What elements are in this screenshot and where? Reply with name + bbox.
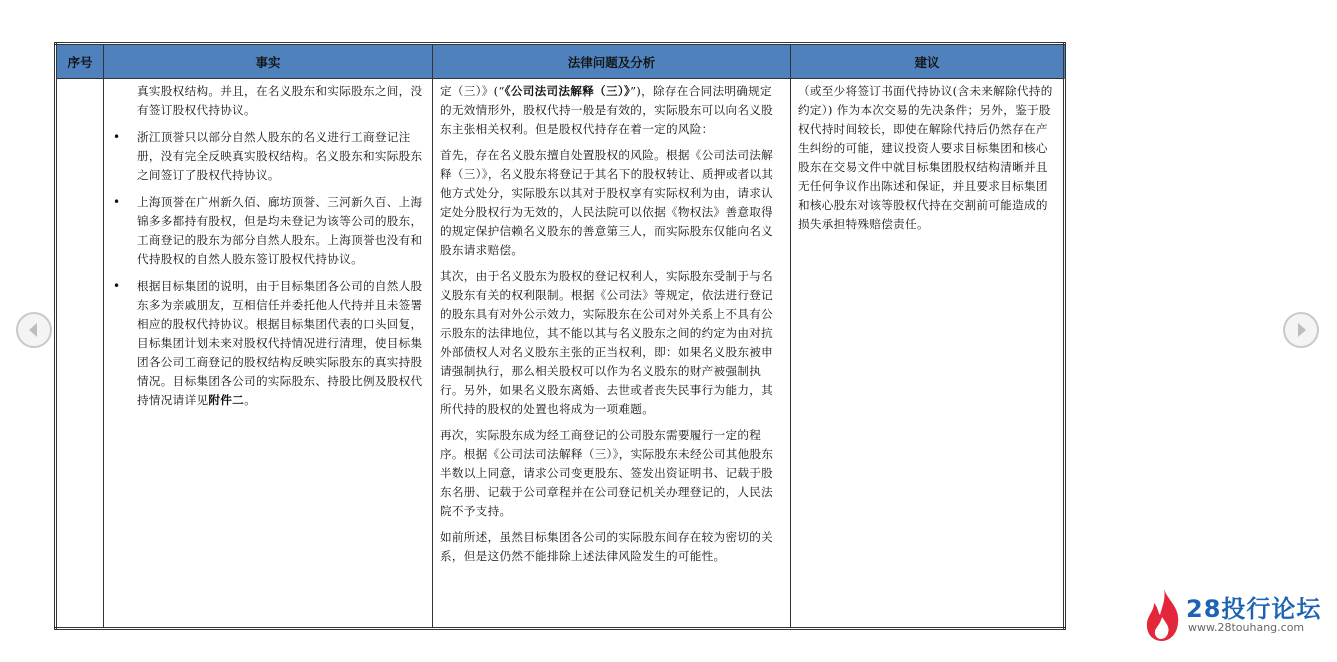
header-suggestion: 建议 [791,44,1065,79]
header-facts: 事实 [104,44,433,79]
suggestion-text: （或至少将签订书面代持协议(含未来解除代持的约定）) 作为本次交易的先决条件；另外，鉴于股权代持时间较长，即使在解除代持后仍然存在产生纠纷的可能，建议投资人要求目标集团和核心股东在交易文件中就目标集团股权结构清晰并且无任何争议作出陈述和保证，并且要求目标集团和核心股东对该等股权代持在交割前可能造成的损失承担特殊赔偿责任。 [798,84,1053,231]
facts-item-end: 。 [244,393,256,407]
legal-paragraph: 其次，由于名义股东为股权的登记权利人，实际股东受制于与名义股东有关的权利限制。根据《公司法》等规定，依法进行登记的股东具有对外公示效力，实际股东在公司对外关系上不具有公示股东的法律地位，其不能以其与名义股东之间的约定为由对抗外部债权人对名义股东主张的正当权利，即：如果名义股东被申请强制执行，那么相关股权可以作为名义股东的财产被强制执行。另外，如果名义股东离婚、去世或者丧失民事行为能力，其所代持的股权的处置也将成为一项难题。 [440,269,774,416]
facts-item-text: 真实股权结构。并且，在名义股东和实际股东之间，没有签订股权代持协议。 [137,84,423,117]
legal-paragraph [440,82,783,139]
legal-paragraph: 如前所述，虽然目标集团各公司的实际股东间存在较为密切的关系，但是这仍然不能排除上述法律风险发生的可能性。 [440,530,774,563]
cell-facts [104,79,433,629]
facts-item-text: 上海顶誉在广州新久佰、廊坊顶誉、三河新久百、上海锦多多都持有股权，但是均未登记为该等公司的股东，工商登记的股东为部分自然人股东。上海顶誉也没有和代持股权的自然人股东签订股权代持协议。 [137,195,423,266]
legal-p1-bold: 《公司法司法解释（三）》 [504,84,631,98]
watermark-title: 28投行论坛 [1186,595,1322,623]
legal-p1-post: ”)，除存在合同法明确规定的无效情形外，股权代持一般是有效的，实际股东可以向名义股东主张相关权利。但是股权代持存在着一定的风险： [440,84,774,136]
facts-item-text: 根据目标集团的说明，由于目标集团各公司的自然人股东多为亲戚朋友，互相信任并委托他人代持并且未签署相应的股权代持协议。根据目标集团代表的口头回复，目标集团计划未来对股权代持情况进行清理，使目标集团各公司工商登记的股权结构反映实际股东的真实持股情况。目标集团各公司的实际股东、持股比例及股权代持情况请详见 [137,279,423,407]
chevron-left-icon [18,314,50,346]
facts-item [111,128,425,185]
watermark-url: www.28touhang.com [1188,621,1305,634]
table-header-row [56,44,1065,79]
legal-p1-pre: 定（三）》(“ [440,84,505,98]
forum-watermark [1142,587,1322,643]
previous-page-button[interactable] [16,312,52,348]
cell-suggestion [791,79,1065,629]
chevron-right-icon [1285,314,1317,346]
facts-list [111,82,425,410]
legal-paragraph: 首先，存在名义股东擅自处置股权的风险。根据《公司法司法解释（三）》，名义股东将登记于其名下的股权转让、质押或者以其他方式处分，实际股东以其对于股权享有实际权利为由，请求认定处分股权行为无效的，人民法院可以依据《物权法》善意取得的规定保护信赖名义股东的善意第三人，而实际股东仅能向名义股东请求赔偿。 [440,148,774,257]
table-row [56,79,1065,629]
facts-item [111,82,425,120]
next-page-button[interactable] [1283,312,1319,348]
flame-logo-icon [1142,587,1184,643]
facts-item [111,277,425,410]
facts-item [111,193,425,269]
cell-legal-analysis [433,79,791,629]
header-number: 序号 [56,44,104,79]
legal-paragraph: 再次，实际股东成为经工商登记的公司股东需要履行一定的程序。根据《公司法司法解释（三）》，实际股东未经公司其他股东半数以上同意，请求公司变更股东、签发出资证明书、记载于股东名册、记载于公司章程并在公司登记机关办理登记的，人民法院不予支持。 [440,428,774,518]
due-diligence-table [54,42,1066,630]
header-legal-analysis: 法律问题及分析 [433,44,791,79]
facts-item-text: 浙江顶誉只以部分自然人股东的名义进行工商登记注册，没有完全反映真实股权结构。名义股东和实际股东之间签订了股权代持协议。 [137,130,423,182]
appendix-reference: 附件二 [208,393,245,407]
cell-number [56,79,104,629]
